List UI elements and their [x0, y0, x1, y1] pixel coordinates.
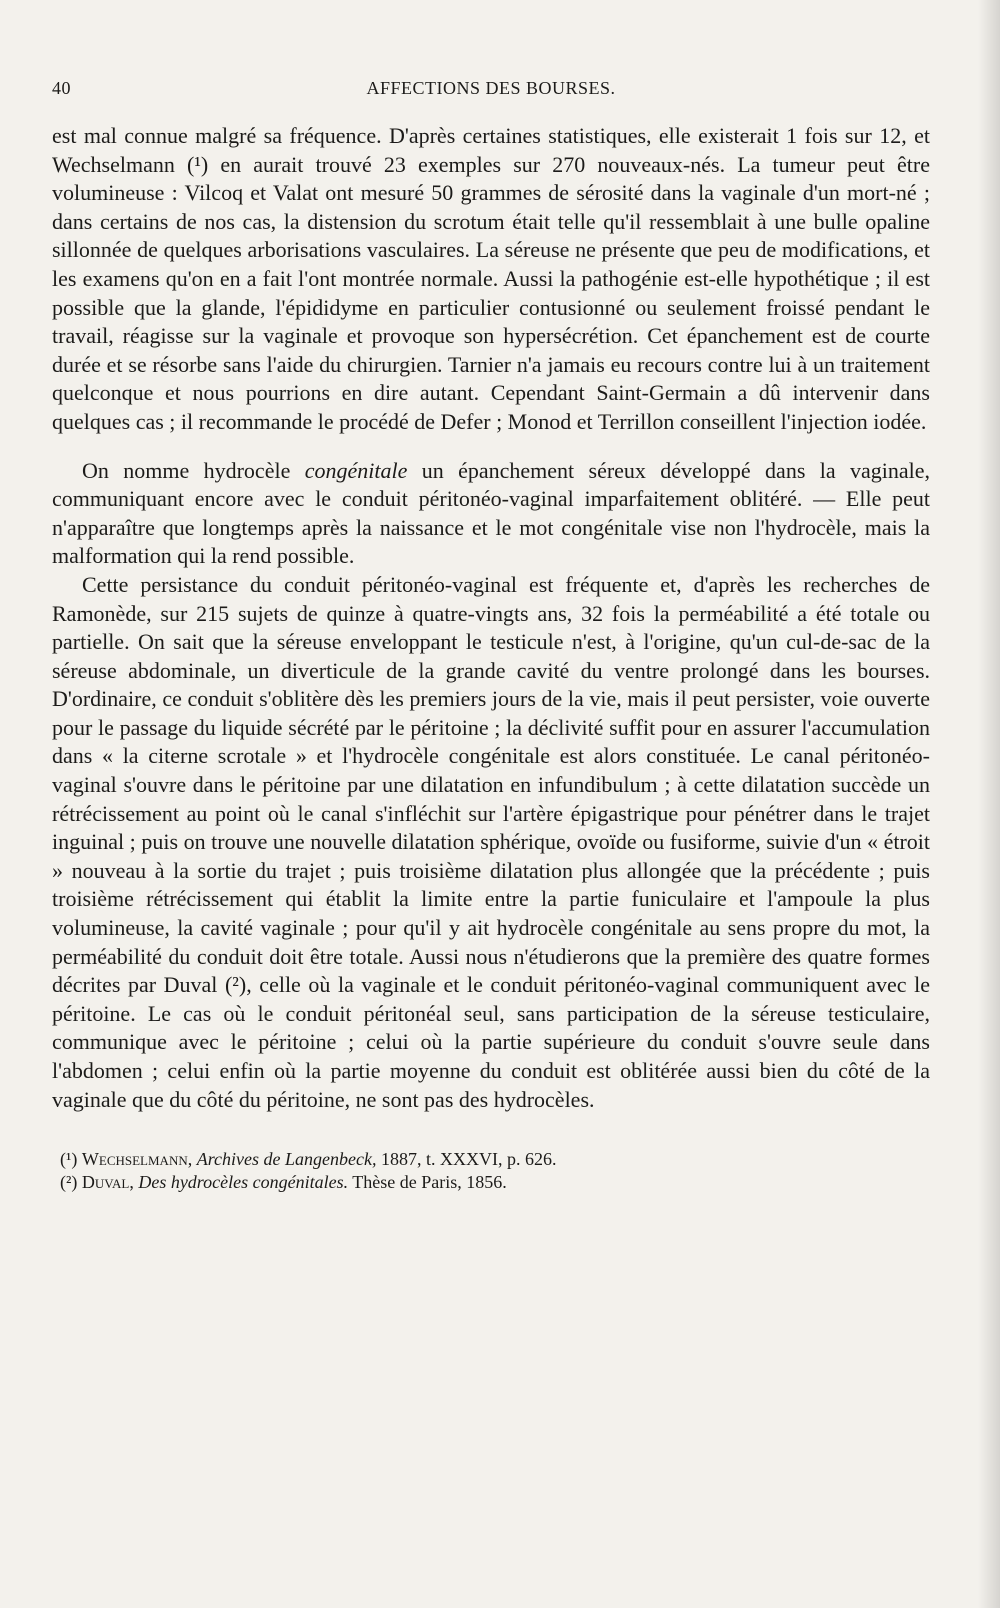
paragraph-3: Cette persistance du conduit péritonéo-vaginal est fréquente et, d'après les recherches de Ramonède, sur 215 sujets de quinze à quatre-vingts ans, 32 fois la perméabilité a été totale ou partielle. On sait que la séreuse enveloppant le testicule n'est, à l'origine, qu'un cul-de-sac de la séreuse abdominale, un diverticule de la grande cavité du ventre prolongé dans les bourses. D'ordinaire, ce conduit s'oblitère dès les premiers jours de la vie, mais il peut persister, voie ouverte pour le passage du liquide sécrété par le péritoine ; la déclivité suffit pour en assurer l'accumulation dans « la citerne scrotale » et l'hydrocèle congénitale est alors constituée. Le canal péritonéo-vaginal s'ouvre dans le péritoine par une dilatation en infundibulum ; à cette dilatation succède un rétrécissement au point où le canal s'infléchit sur l'artère épigastrique pour pénétrer dans le trajet inguinal ; puis on trouve une nouvelle dilatation sphérique, ovoïde ou fusiforme, suivie d'un « étroit » nouveau à la sortie du trajet ; puis troisième dilatation plus allongée que la précédente ; puis troisième rétrécissement qui établit la limite entre la partie funiculaire et l'ampoule la plus volumineuse, la cavité vaginale ; pour qu'il y ait hydrocèle congénitale au sens propre du mot, la perméabilité du conduit doit être totale. Aussi nous n'étudierons que la première des quatre formes décrites par Duval (²), celle où la vaginale et le conduit péritonéo-vaginal communiquent avec le péritoine. Le cas où le conduit péritonéal seul, sans participation de la séreuse testiculaire, communique avec le péritoine ; celui où la partie supérieure du conduit s'ouvre seule dans l'abdomen ; celui enfin où la partie moyenne du conduit est oblitérée aussi bien du côté de la vaginale que du côté du péritoine, ne sont pas des hydrocèles.: [52, 571, 930, 1112]
footnote-1-author: Wechselmann,: [81, 1149, 193, 1170]
footnote-2: [52, 1171, 930, 1194]
footnotes: [52, 1148, 930, 1194]
paragraph-2-rest: un épanchement séreux développé dans la vaginale, communiquant encore avec le conduit péritonéo-vaginal imparfaitement oblitéré. — Elle peut n'apparaître que longtemps après la naissance et le mot congénitale vise non l'hydrocèle, mais la malformation qui la rend possible.: [52, 457, 931, 569]
running-title: AFFECTIONS DES BOURSES.: [366, 78, 616, 98]
page-number: 40: [52, 78, 71, 98]
body-text: [52, 122, 930, 1114]
footnote-2-details: Thèse de Paris, 1856.: [352, 1172, 507, 1193]
paragraph-2-start: On nomme hydrocèle: [82, 457, 305, 483]
emphasis-congenitale: congénitale: [304, 457, 408, 483]
footnote-1-title: Archives de Langenbeck,: [196, 1149, 377, 1170]
footnote-2-author: Duval,: [81, 1172, 134, 1193]
footnote-1-details: 1887, t. XXXVI, p. 626.: [380, 1149, 557, 1170]
paragraph-1: est mal connue malgré sa fréquence. D'après certaines statistiques, elle existerait 1 fois sur 12, et Wechselmann (¹) en aurait trouvé 23 exemples sur 270 nouveaux-nés. La tumeur peut être volumineuse : Vilcoq et Valat ont mesuré 50 grammes de sérosité dans la vaginale d'un mort-né ; dans certains de nos cas, la distension du scrotum était telle qu'il ressemblait à une bulle opaline sillonnée de quelques arborisations vasculaires. La séreuse ne présente que peu de modifications, et les examens qu'on en a fait l'ont montrée normale. Aussi la pathogénie est-elle hypothétique ; il est possible que la glande, l'épididyme en particulier contusionné ou seulement froissé pendant le travail, réagisse sur la vaginale et provoque son hypersécrétion. Cet épanchement est de courte durée et se résorbe sans l'aide du chirurgien. Tarnier n'a jamais eu recours contre lui à un traitement quelconque et nous pourrions en dire autant. Cependant Saint-Germain a dû intervenir dans quelques cas ; il recommande le procédé de Defer ; Monod et Terrillon conseillent l'injection iodée.: [52, 123, 930, 434]
page-edge-shadow: [978, 0, 1000, 1608]
page-header: [52, 78, 930, 104]
paragraph-2: [52, 457, 930, 571]
footnote-2-title: Des hydrocèles congénitales.: [138, 1172, 349, 1193]
footnote-1-mark: (¹): [60, 1149, 78, 1170]
footnote-2-mark: (²): [60, 1172, 78, 1193]
footnote-1: [52, 1148, 930, 1171]
